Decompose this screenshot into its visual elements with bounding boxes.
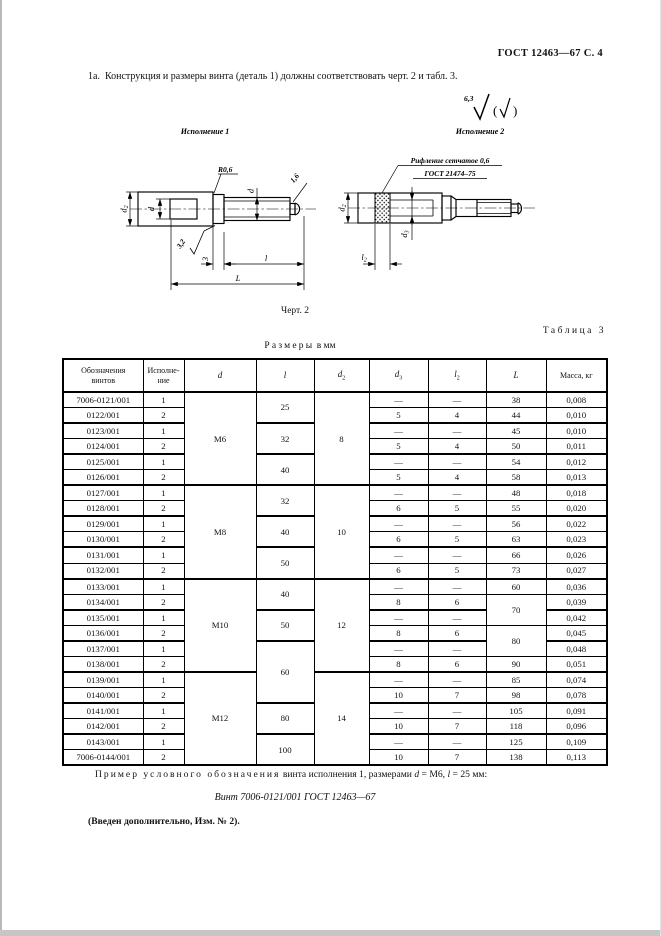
table-cell: 50 xyxy=(256,610,314,641)
table-cell: 0,018 xyxy=(546,485,607,501)
table-cell: — xyxy=(369,579,428,595)
table-row xyxy=(63,672,607,688)
surface-finish-value: 6,3 xyxy=(464,94,474,103)
table-cell: 80 xyxy=(486,625,546,656)
table-cell: 0130/001 xyxy=(63,532,143,548)
table-cell: 100 xyxy=(256,734,314,765)
table-cell: 0,022 xyxy=(546,516,607,532)
table-cell: 0,036 xyxy=(546,579,607,595)
table-cell: 0,039 xyxy=(546,594,607,610)
table-cell: М12 xyxy=(184,672,256,765)
table-cell: 38 xyxy=(486,392,546,408)
table-cell: 0,048 xyxy=(546,641,607,657)
table-cell: 2 xyxy=(143,408,184,424)
knurl-note-line2: ГОСТ 21474–75 xyxy=(424,169,476,178)
svg-text:1,6: 1,6 xyxy=(288,171,302,185)
table-cell: 48 xyxy=(486,485,546,501)
table-cell: 6 xyxy=(428,656,486,672)
table-cell: 2 xyxy=(143,439,184,455)
table-cell: — xyxy=(428,641,486,657)
page-header: ГОСТ 12463—67 С. 4 xyxy=(497,48,603,59)
table-cell: — xyxy=(428,579,486,595)
table-cell: — xyxy=(369,610,428,626)
table-cell: — xyxy=(428,703,486,719)
dim-d-shank-label: d xyxy=(245,188,256,194)
table-cell: 138 xyxy=(486,750,546,766)
table-cell: 0,012 xyxy=(546,454,607,470)
table-cell: 0,013 xyxy=(546,470,607,486)
table-cell: 0141/001 xyxy=(63,703,143,719)
table-cell: 0134/001 xyxy=(63,594,143,610)
table-cell: 7006-0144/001 xyxy=(63,750,143,766)
column-header: Обозначения винтов xyxy=(63,359,143,392)
table-header-row xyxy=(63,359,607,392)
table-cell: 0126/001 xyxy=(63,470,143,486)
dim-L-label: L xyxy=(235,273,241,283)
table-cell: 58 xyxy=(486,470,546,486)
table-cell: 32 xyxy=(256,485,314,516)
table-cell: 12 xyxy=(314,579,369,672)
table-cell: 4 xyxy=(428,470,486,486)
table-cell: 5 xyxy=(428,501,486,517)
table-cell: 0136/001 xyxy=(63,625,143,641)
table-cell: 1 xyxy=(143,516,184,532)
table-cell: 10 xyxy=(369,687,428,703)
table-row xyxy=(63,485,607,501)
amendment-note: (Введен дополнительно, Изм. № 2). xyxy=(88,816,240,827)
example-designation-text: Пример условного обозначения винта исполнения 1, размерами d = М6, l = 25 мм: xyxy=(95,769,488,780)
knurl-note-line1: Рифление сетчатое 0,6 xyxy=(410,156,490,165)
table-cell: 0123/001 xyxy=(63,423,143,439)
table-cell: 14 xyxy=(314,672,369,765)
table-cell: 4 xyxy=(428,439,486,455)
table-cell: 0,109 xyxy=(546,734,607,750)
table-cell: 1 xyxy=(143,423,184,439)
table-cell: 7 xyxy=(428,718,486,734)
table-cell: 0,020 xyxy=(546,501,607,517)
table-cell: 60 xyxy=(486,579,546,595)
table-cell: 85 xyxy=(486,672,546,688)
dim-d-socket-label: d xyxy=(146,206,156,212)
table-cell: 125 xyxy=(486,734,546,750)
scan-edge-left xyxy=(0,0,2,936)
figure-caption: Черт. 2 xyxy=(281,306,309,316)
table-cell: 50 xyxy=(486,439,546,455)
scan-edge-bottom xyxy=(0,930,661,936)
table-cell: М10 xyxy=(184,579,256,672)
column-header: Масса, кг xyxy=(546,359,607,392)
table-cell: 1 xyxy=(143,454,184,470)
table-cell: 25 xyxy=(256,392,314,423)
table-cell: 8 xyxy=(369,594,428,610)
table-cell: — xyxy=(428,423,486,439)
intro-text: 1а. Конструкция и размеры винта (деталь 1) должны соответствовать черт. 2 и табл. 3. xyxy=(88,71,458,82)
table-cell: — xyxy=(428,547,486,563)
table-cell: 40 xyxy=(256,454,314,485)
column-header: Исполне- ние xyxy=(143,359,184,392)
paren-close: ) xyxy=(513,103,518,118)
table-cell: — xyxy=(428,516,486,532)
table-label: Таблица 3 xyxy=(542,326,606,336)
table-cell: — xyxy=(369,423,428,439)
table-cell: 44 xyxy=(486,408,546,424)
table-cell: 2 xyxy=(143,594,184,610)
table-cell: 2 xyxy=(143,750,184,766)
table-cell: 0132/001 xyxy=(63,563,143,579)
table-cell: — xyxy=(369,392,428,408)
table-cell: 98 xyxy=(486,687,546,703)
table-cell: 2 xyxy=(143,687,184,703)
table-cell: 2 xyxy=(143,470,184,486)
radius-note: R0,6 xyxy=(218,165,233,174)
table-cell: 56 xyxy=(486,516,546,532)
table-cell: 0,051 xyxy=(546,656,607,672)
table-cell: 8 xyxy=(369,656,428,672)
table-cell: — xyxy=(428,485,486,501)
column-header: $d_3$ xyxy=(369,359,428,392)
dim-d2-label-view2: d2 xyxy=(336,204,348,212)
table-cell: — xyxy=(428,392,486,408)
table-cell: 0124/001 xyxy=(63,439,143,455)
table-cell: 1 xyxy=(143,579,184,595)
table-cell: 73 xyxy=(486,563,546,579)
table-cell: 2 xyxy=(143,656,184,672)
view2-label: Исполнение 2 xyxy=(455,127,505,136)
table-cell: 5 xyxy=(428,563,486,579)
table-cell: — xyxy=(428,454,486,470)
table-cell: 8 xyxy=(314,392,369,485)
table-cell: 0129/001 xyxy=(63,516,143,532)
designation-line: Винт 7006-0121/001 ГОСТ 12463—67 xyxy=(214,792,376,803)
table-cell: 1 xyxy=(143,547,184,563)
table-row xyxy=(63,392,607,408)
view1-drawing xyxy=(119,165,317,290)
table-cell: 0138/001 xyxy=(63,656,143,672)
table-cell: 0,078 xyxy=(546,687,607,703)
table-cell: 80 xyxy=(256,703,314,734)
surface-finish-symbol xyxy=(464,94,517,119)
svg-text:3,2: 3,2 xyxy=(174,237,188,251)
chamfer-note xyxy=(288,171,301,184)
table-cell: 50 xyxy=(256,547,314,578)
table-cell: 90 xyxy=(486,656,546,672)
table-cell: 0142/001 xyxy=(63,718,143,734)
table-cell: 0137/001 xyxy=(63,641,143,657)
table-cell: 0,026 xyxy=(546,547,607,563)
table-cell: — xyxy=(369,485,428,501)
view1-label: Исполнение 1 xyxy=(180,127,230,136)
table-cell: 40 xyxy=(256,516,314,547)
table-cell: 1 xyxy=(143,610,184,626)
table-cell: 0,074 xyxy=(546,672,607,688)
table-cell: — xyxy=(369,734,428,750)
table-cell: 7 xyxy=(428,750,486,766)
table-cell: 6 xyxy=(369,501,428,517)
table-cell: 6 xyxy=(369,532,428,548)
table-cell: 10 xyxy=(369,718,428,734)
dim-d2-label: d2 xyxy=(118,205,130,213)
dim-l-label: l xyxy=(264,253,268,263)
table-cell: 2 xyxy=(143,501,184,517)
table-cell: М8 xyxy=(184,485,256,578)
table-cell: 2 xyxy=(143,563,184,579)
table-cell: 0128/001 xyxy=(63,501,143,517)
column-header: L xyxy=(486,359,546,392)
neck-roughness-note xyxy=(174,237,187,251)
table-cell: 10 xyxy=(369,750,428,766)
table-cell: 1 xyxy=(143,672,184,688)
table-cell: — xyxy=(369,547,428,563)
paren-open: ( xyxy=(493,103,498,118)
table-cell: 60 xyxy=(256,641,314,703)
table-cell: 0131/001 xyxy=(63,547,143,563)
table-cell: 0,027 xyxy=(546,563,607,579)
table-cell: 5 xyxy=(428,532,486,548)
table-cell: — xyxy=(369,672,428,688)
table-cell: 0127/001 xyxy=(63,485,143,501)
table-cell: 6 xyxy=(428,625,486,641)
table-cell: 0,091 xyxy=(546,703,607,719)
table-cell: М6 xyxy=(184,392,256,485)
table-cell: — xyxy=(369,641,428,657)
table-cell: 55 xyxy=(486,501,546,517)
view2-drawing xyxy=(337,156,536,270)
table-cell: 5 xyxy=(369,439,428,455)
table-cell: 0122/001 xyxy=(63,408,143,424)
table-cell: 7 xyxy=(428,687,486,703)
table-cell: — xyxy=(369,516,428,532)
table-cell: 0,042 xyxy=(546,610,607,626)
table-units: Размеры в мм xyxy=(264,341,336,351)
table-cell: 32 xyxy=(256,423,314,454)
table-cell: 1 xyxy=(143,392,184,408)
table-cell: 6 xyxy=(369,563,428,579)
table-cell: 7006-0121/001 xyxy=(63,392,143,408)
table-cell: 0,113 xyxy=(546,750,607,766)
table-cell: 54 xyxy=(486,454,546,470)
table-cell: 0125/001 xyxy=(63,454,143,470)
dim-neck-width-label: 3 xyxy=(200,256,210,262)
table-cell: 1 xyxy=(143,703,184,719)
table-cell: 0140/001 xyxy=(63,687,143,703)
dimensions-table xyxy=(62,358,608,766)
table-cell: 0143/001 xyxy=(63,734,143,750)
column-header: l xyxy=(256,359,314,392)
table-cell: 10 xyxy=(314,485,369,578)
table-cell: 0,008 xyxy=(546,392,607,408)
table-cell: 0,011 xyxy=(546,439,607,455)
table-cell: 5 xyxy=(369,408,428,424)
technical-drawing xyxy=(30,88,630,316)
table-cell: 6 xyxy=(428,594,486,610)
table-cell: 118 xyxy=(486,718,546,734)
table-cell: 4 xyxy=(428,408,486,424)
table-cell: 45 xyxy=(486,423,546,439)
table-cell: — xyxy=(428,672,486,688)
column-header: $l_2$ xyxy=(428,359,486,392)
table-cell: — xyxy=(428,734,486,750)
column-header: d xyxy=(184,359,256,392)
table-cell: 1 xyxy=(143,641,184,657)
dim-d3-label: d3 xyxy=(399,230,411,238)
table-cell: 0139/001 xyxy=(63,672,143,688)
table-cell: 0,010 xyxy=(546,423,607,439)
table-cell: — xyxy=(428,610,486,626)
table-cell: 0,010 xyxy=(546,408,607,424)
table-cell: 1 xyxy=(143,734,184,750)
table-cell: 105 xyxy=(486,703,546,719)
table-cell: 40 xyxy=(256,579,314,610)
table-row xyxy=(63,579,607,595)
table-cell: 0,096 xyxy=(546,718,607,734)
table-cell: — xyxy=(369,454,428,470)
table-cell: 2 xyxy=(143,532,184,548)
table-cell: 63 xyxy=(486,532,546,548)
table-cell: 0135/001 xyxy=(63,610,143,626)
table-cell: 66 xyxy=(486,547,546,563)
table-cell: 2 xyxy=(143,625,184,641)
table-cell: 0133/001 xyxy=(63,579,143,595)
table-cell: — xyxy=(369,703,428,719)
table-cell: 8 xyxy=(369,625,428,641)
table-cell: 2 xyxy=(143,718,184,734)
table-cell: 70 xyxy=(486,594,546,625)
table-cell: 1 xyxy=(143,485,184,501)
dim-l2-label: l2 xyxy=(361,252,367,264)
table-cell: 5 xyxy=(369,470,428,486)
table-cell: 0,045 xyxy=(546,625,607,641)
column-header: $d_2$ xyxy=(314,359,369,392)
table-cell: 0,023 xyxy=(546,532,607,548)
